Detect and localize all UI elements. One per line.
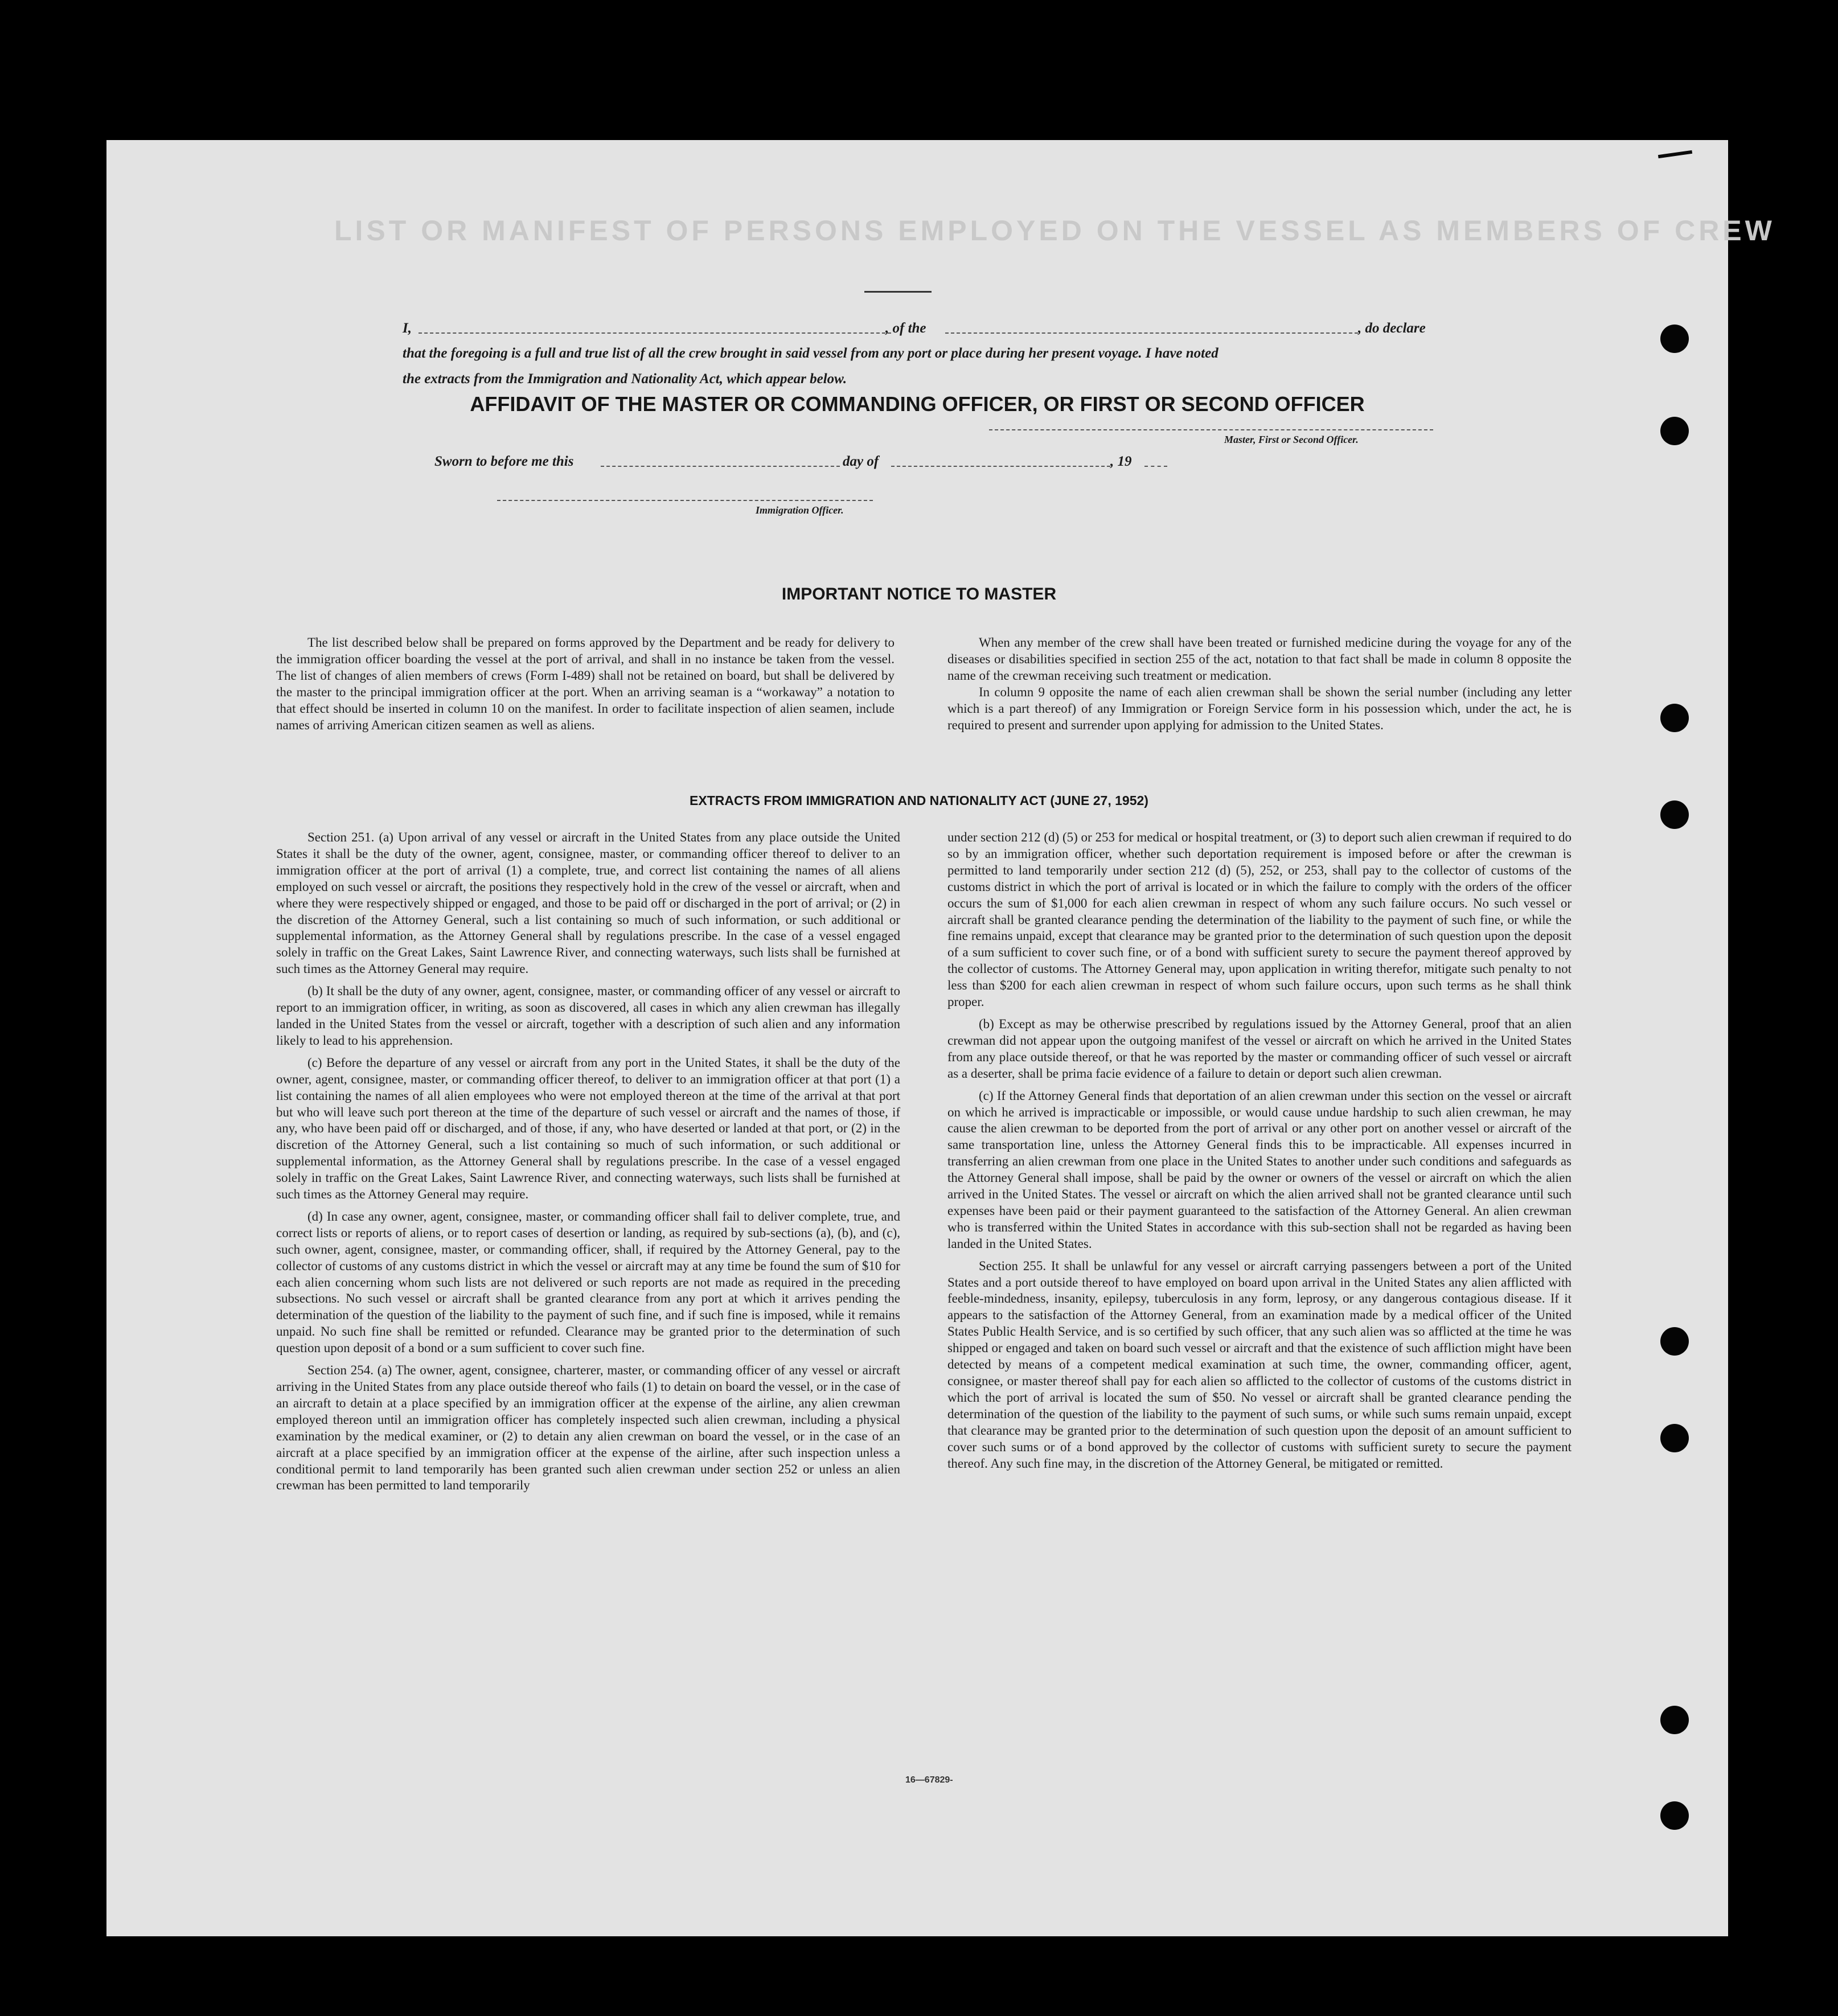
section-254-a-continued: under section 212 (d) (5) or 253 for medical or hospital treatment, or (3) to deport such alien crewman if required to do so by an immigration officer, whether such deportation requirement is imposed before or after the crewman is permitted to land temporarily under section 212 (d) (5), 252, or 253, shall pay to the collector of customs of the customs district in which the port of arrival is located or in which the failure to comply with the orders of the officer occurs the sum of $1,000 for each alien crewman in respect of whom any such failure occurs. No such vessel or aircraft shall be granted clearance pending the determination of the liability to the payment of such fine, or while the fine remains unpaid, except that clearance may be granted prior to the determination of such question upon the deposit of a sum sufficient to cover such fine, or of a bond with sufficient surety to secure the payment thereof approved by the collector of customs. The Attorney General may, upon application in writing therefor, mitigate such penalty to not less than $200 for each alien crewman in respect of whom such failure occurs, upon such terms as he shall think proper. — [947, 830, 1572, 1009]
section-251-d: (d) In case any owner, agent, consignee, master, or commanding officer shall fail to deliver complete, true, and correct lists or reports of aliens, or to report cases of desertion or landing, as required by sub-sections (a), (b), and (c), such owner, agent, consignee, master, or commanding officer, shall, if required by the Attorney General, pay to the collector of customs of any customs district in which the vessel or aircraft may at any time be found the sum of $10 for each alien concerning whom such lists are not delivered or such reports are not made as required in the preceding subsections. No such vessel or aircraft shall be granted clearance from any port at which it arrives pending the determination of the question of the liability to the payment of such fine, and if such fine is imposed, while it remains unpaid. No such fine shall be remitted or refunded. Clearance may be granted prior to the determination of such question upon deposit of a bond or a sum sufficient to cover such fine. — [276, 1209, 900, 1356]
extracts-right-column — [947, 830, 1572, 1477]
affidavit-line-1: that the foregoing is a full and true list of all the crew brought in said vessel from any port or place during her present voyage. I have noted — [403, 346, 1219, 361]
year-label: , 19 — [1110, 454, 1132, 469]
section-254-c: (c) If the Attorney General finds that deportation of an alien crewman under this section on the vessel or aircraft on which he arrived is impracticable or impossible, or would cause undue hardship to such alien crewman, he may cause the alien crewman to be deported from the port of arrival or any other port on another vessel or aircraft of the same transportation line, unless the Attorney General finds this to be impracticable. All expenses incurred in transferring an alien crewman from one place in the United States to another under such conditions and safeguards as the Attorney General shall impose, shall be paid by the owner or owners of the vessel or aircraft on which the alien arrived in the United States. The vessel or aircraft on which the alien arrived shall not be granted clearance until such expenses have been paid or their payment guaranteed to the satisfaction of the Attorney General. An alien crewman who is transferred within the United States in accordance with this sub-section shall not be regarded as having been landed in the United States. — [947, 1088, 1572, 1251]
month-line — [891, 466, 1110, 467]
extracts-title: EXTRACTS FROM IMMIGRATION AND NATIONALITY ACT (JUNE 27, 1952) — [690, 793, 1148, 808]
name-line — [419, 332, 891, 334]
affidavit-do-declare-label: , do declare — [1358, 321, 1426, 336]
punch-hole — [1660, 800, 1689, 829]
officer-signature-line — [497, 500, 873, 501]
section-251-c: (c) Before the departure of any vessel or aircraft from any port in the United States, it shall be the duty of the owner, agent, consignee, master, or commanding officer thereof, to deliver to an immigration officer at that port (1) a list containing the names of all alien employees who were not employed thereon at the time of the arrival at that port but who will leave such port thereon at the time of the departure of such vessel or aircraft and the names of those, if any, who have been paid off or discharged, and of those, if any, who have deserted or landed at that port, or (2) in the discretion of the Attorney General, such a list containing so much of such information, or such additional or supplemental information, as the Attorney General shall by regulations prescribe. In the case of a vessel engaged solely in traffic on the Great Lakes, Saint Lawrence River, and connecting waterways, such lists shall be furnished at such times as the Attorney General may require. — [276, 1055, 900, 1202]
vessel-line — [945, 332, 1358, 334]
notice-right-paragraph-1: When any member of the crew shall have been treated or furnished medicine during the voyage for any of the diseases or disabilities specified in section 255 of the act, notation to that fact shall be made in column 8 opposite the name of the crewman receiving such treatment or medication. — [947, 635, 1572, 683]
notice-title: IMPORTANT NOTICE TO MASTER — [781, 585, 1057, 603]
title-rule — [864, 291, 932, 293]
sworn-day-line — [601, 466, 840, 467]
punch-hole — [1660, 704, 1689, 732]
affidavit-line-2: the extracts from the Immigration and Nationality Act, which appear below. — [403, 371, 847, 387]
punch-hole — [1660, 1706, 1689, 1734]
master-signature-line — [989, 429, 1433, 430]
master-caption: Master, First or Second Officer. — [1224, 434, 1359, 445]
sworn-label: Sworn to before me this — [434, 454, 574, 469]
section-254-a: Section 254. (a) The owner, agent, consignee, charterer, master, or commanding officer of any vessel or aircraft arriving in the United States from any place outside thereof who fails (1) to detain on board the vessel, or in the case of an aircraft to detain at a place specified by an immigration officer at the expense of the airline, any alien crewman employed thereon until an immigration officer has completely inspected such alien crewman, including a physical examination by the medical examiner, or (2) to detain any alien crewman on board the vessel, or in the case of an aircraft at a place specified by an immigration officer at the expense of the airline, after such inspection unless a conditional permit to land temporarily has been granted such alien crewman under section 252 or unless an alien crewman has been permitted to land temporarily — [276, 1363, 901, 1493]
punch-hole — [1660, 325, 1689, 353]
punch-hole — [1660, 1327, 1689, 1356]
section-254-b: (b) Except as may be otherwise prescribed by regulations issued by the Attorney General, proof that an alien crewman did not appear upon the outgoing manifest of the vessel or aircraft on which he arrived in the United States from any place outside thereof, or that he was reported by the master or commanding officer of such vessel or aircraft as a deserter, shall be prima facie evidence of a failure to detain or deport such alien crewman. — [947, 1016, 1572, 1081]
affidavit-i-label: I, — [403, 321, 412, 336]
day-of-label: day of — [843, 454, 879, 469]
notice-left-paragraph: The list described below shall be prepared on forms approved by the Department and be ready for delivery to the immigration officer boarding the vessel at the port of arrival, and shall in no instance be taken from the vessel. The list of changes of alien members of crews (Form I-489) shall not be retained on board, but shall be delivered by the master to the principal immigration officer at the port. When an arriving seaman is a “workaway” a notation to that effect should be inserted in column 10 on the manifest. In order to facilitate inspection of alien seamen, include names of arriving American citizen seamen as well as aliens. — [276, 635, 895, 732]
bleed-through-header: LIST OR MANIFEST OF PERSONS EMPLOYED ON THE VESSEL AS MEMBERS OF CREW — [334, 215, 1775, 247]
section-251-b: (b) It shall be the duty of any owner, agent, consignee, master, or commanding officer of any vessel or aircraft to report to an immigration officer, in writing, as soon as discovered, all cases in which any alien crewman has illegally landed in the United States from the vessel or aircraft, together with a description of such alien and any information likely to lead to his apprehension. — [276, 984, 900, 1048]
section-251-a: Section 251. (a) Upon arrival of any vessel or aircraft in the United States from any place outside the United States it shall be the duty of the owner, agent, consignee, master, or commanding officer thereof to deliver to an immigration officer at the port of arrival (1) a complete, true, and correct list containing the names of all aliens employed on such vessel or aircraft, the positions they respectively hold in the crew of the vessel or aircraft, when and where they were respectively shipped or engaged, and those to be paid off or discharged in the port of arrival; or (2) in the discretion of the Attorney General, such a list containing so much of such information, or such additional or supplemental information, as the Attorney General shall by regulations prescribe. In the case of a vessel engaged solely in traffic on the Great Lakes, Saint Lawrence River, and connecting waterways, such lists shall be furnished at such times as the Attorney General may require. — [276, 830, 900, 976]
notice-left-column — [276, 635, 895, 739]
extracts-left-column — [276, 830, 900, 1500]
affidavit-title: AFFIDAVIT OF THE MASTER OR COMMANDING OFFICER, OR FIRST OR SECOND OFFICER — [470, 392, 1365, 416]
year-line — [1144, 466, 1167, 467]
affidavit-of-the-label: , of the — [885, 321, 926, 336]
punch-hole — [1660, 1801, 1689, 1830]
notice-right-column — [947, 635, 1572, 739]
punch-hole — [1660, 1424, 1689, 1452]
section-255: Section 255. It shall be unlawful for any vessel or aircraft carrying passengers between a port of the United States and a port outside thereof to have employed on board upon arrival in the United States any alien afflicted with feeble-mindedness, insanity, epilepsy, tuberculosis in any form, leprosy, or any dangerous contagious disease. If it appears to the satisfaction of the Attorney General, from an examination made by a medical officer of the United States Public Health Service, and is so certified by such officer, that any such alien was so afflicted at the time he was shipped or engaged and taken on board such vessel or aircraft and that the existence of such affliction might have been detected by means of a competent medical examination at such time, the owner, commanding officer, agent, consignee, or master thereof shall pay for each alien so afflicted to the collector of customs of the customs district in which the port of arrival is located the sum of $50. No vessel or aircraft shall be granted clearance pending the determination of the question of the liability to the payment of such sums, or while such sums remain unpaid, except that clearance may be granted prior to the determination of such question upon the deposit of an amount sufficient to cover such sums or of a bond approved by the collector of customs with sufficient surety to secure the payment thereof. Any such fine may, in the discretion of the Attorney General, be mitigated or remitted. — [947, 1258, 1572, 1471]
officer-caption: Immigration Officer. — [756, 504, 844, 516]
punch-hole — [1660, 417, 1689, 445]
form-number: 16—67829- — [905, 1775, 953, 1785]
notice-right-paragraph-2: In column 9 opposite the name of each alien crewman shall be shown the serial number (including any letter which is a part thereof) of any Immigration or Foreign Service form in his possession which, under the act, he is required to present and surrender upon applying for admission to the United States. — [947, 684, 1572, 732]
